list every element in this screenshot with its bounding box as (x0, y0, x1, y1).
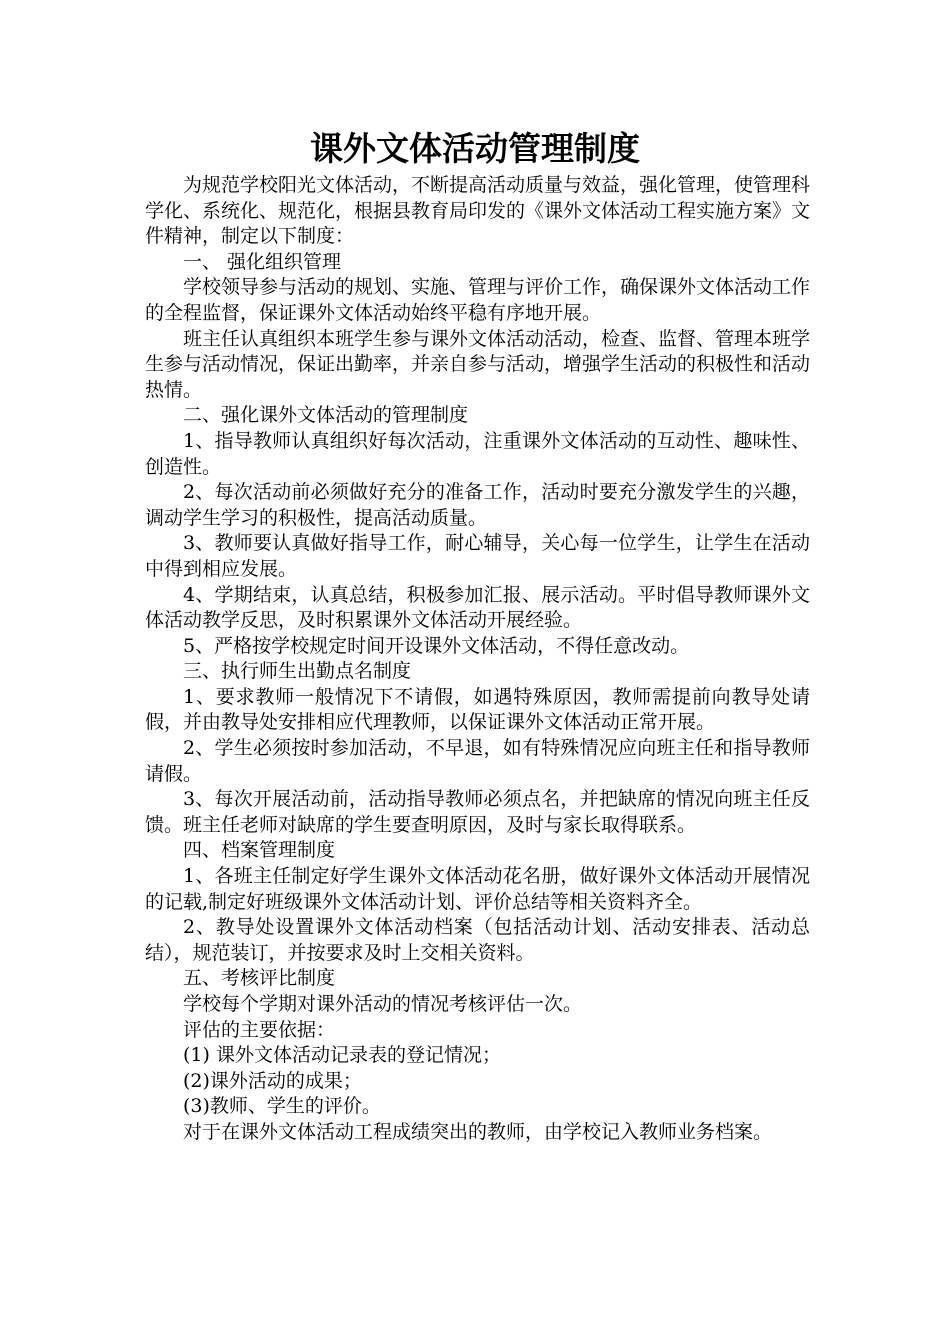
list-item: (1) 课外文体活动记录表的登记情况； (183, 1044, 501, 1067)
list-item: 4、学期结束，认真总结，积极参加汇报、展示活动。平时倡导教师课外文体活动教学反思，及时积累课外文体活动开展经验。 (145, 583, 810, 632)
section-heading: 五、考核评比制度 (183, 967, 336, 990)
paragraph: 学校领导参与活动的规划、实施、管理与评价工作，确保课外文体活动工作的全程监督，保证课外文体活动始终平稳有序地开展。 (145, 276, 811, 324)
section-heading: 一、 强化组织管理 (183, 250, 342, 273)
list-item: (2)课外活动的成果； (183, 1069, 362, 1092)
document-title: 课外文体活动管理制度 (310, 129, 640, 168)
list-item: 2、每次活动前必须做好充分的准备工作，活动时要充分激发学生的兴趣，调动学生学习的积极性，提高活动质量。 (145, 481, 810, 529)
list-item: 2、学生必须按时参加活动，不早退，如有特殊情况应向班主任和指导教师请假。 (145, 737, 810, 785)
paragraph: 对于在课外文体活动工程成绩突出的教师，由学校记入教师业务档案。 (183, 1120, 773, 1143)
paragraph: 学校每个学期对课外活动的情况考核评估一次。 (183, 993, 583, 1015)
list-item: 3、每次开展活动前，活动指导教师必须点名，并把缺席的情况向班主任反馈。班主任老师对缺席的学生要查明原因，及时与家长取得联系。 (145, 788, 810, 836)
list-item: 3、教师要认真做好指导工作，耐心辅导，关心每一位学生，让学生在活动中得到相应发展。 (145, 532, 810, 580)
list-item: 5、严格按学校规定时间开设课外文体活动，不得任意改动。 (183, 634, 690, 657)
list-item: 1、指导教师认真组织好每次活动，注重课外文体活动的互动性、趣味性、创造性。 (145, 429, 810, 478)
paragraph: 班主任认真组织本班学生参与课外文体活动活动，检查、监督、管理本班学生参与活动情况，保证出勤率，并亲自参与活动，增强学生活动的积极性和活动热情。 (145, 327, 811, 401)
section-heading: 二、强化课外文体活动的管理制度 (183, 404, 469, 427)
list-item: (3)教师、学生的评价。 (183, 1095, 381, 1118)
list-item: 2、教导处设置课外文体活动档案（包括活动计划、活动安排表、活动总结），规范装订，并按要求及时上交相关资料。 (145, 916, 810, 964)
paragraph: 为规范学校阳光文体活动，不断提高活动质量与效益，强化管理，使管理科学化、系统化、规范化，根据县教育局印发的《课外文体活动工程实施方案》文件精神，制定以下制度： (145, 174, 811, 248)
document-body (145, 173, 810, 1146)
section-heading: 四、档案管理制度 (183, 839, 336, 862)
section-heading: 三、执行师生出勤点名制度 (183, 660, 412, 683)
list-item: 1、要求教师一般情况下不请假，如遇特殊原因，教师需提前向教导处请假，并由教导处安排相应代理教师，以保证课外文体活动正常开展。 (145, 685, 810, 734)
paragraph: 评估的主要依据： (183, 1018, 336, 1041)
list-item: 1、各班主任制定好学生课外文体活动花名册，做好课外文体活动开展情况的记载,制定好班级课外文体活动计划、评价总结等相关资料齐全。 (145, 865, 810, 913)
